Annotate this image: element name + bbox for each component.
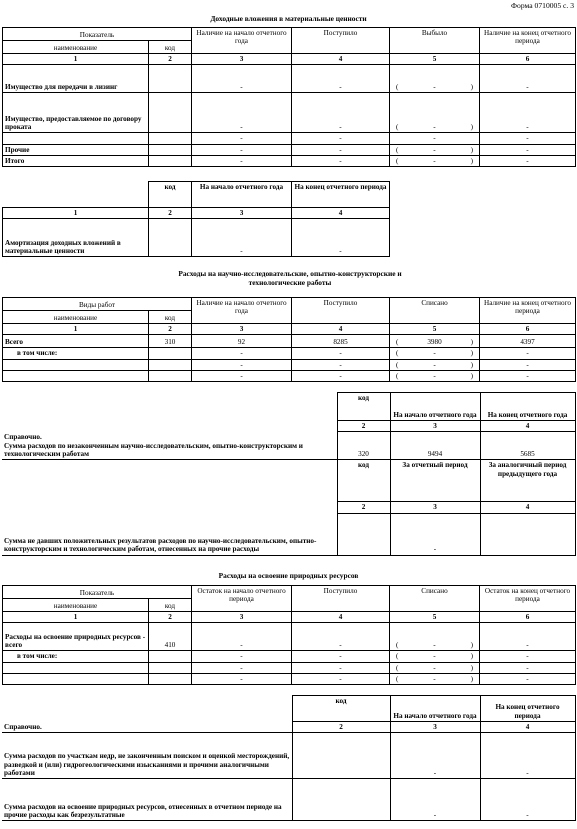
row-value: - xyxy=(292,673,390,684)
row-value: - xyxy=(292,219,390,257)
row-code: 320 xyxy=(337,432,390,460)
row-name: Расходы на освоение природных ресурсов - всего xyxy=(3,623,149,651)
row-name: Амортизация доходных вложений в материальные ценности xyxy=(3,219,149,257)
row-value: - xyxy=(292,348,390,359)
row-value: - xyxy=(292,370,390,381)
col-code: код xyxy=(149,311,192,324)
row-name xyxy=(3,359,149,370)
num-3: 3 xyxy=(192,612,292,623)
row-code xyxy=(149,673,192,684)
section1-table xyxy=(2,27,576,167)
col-name: наименование xyxy=(3,41,149,54)
row-value: - xyxy=(292,623,390,651)
row-value: - xyxy=(480,155,576,166)
row-code xyxy=(149,370,192,381)
row-value: ( - ) xyxy=(390,144,480,155)
row-name: Прочие xyxy=(3,144,149,155)
col-name: наименование xyxy=(3,599,149,612)
row-code xyxy=(149,651,192,662)
row-value: ( - ) xyxy=(390,65,480,93)
col-start: Наличие на начало отчетного года xyxy=(192,28,292,54)
row-value: ( - ) xyxy=(390,93,480,133)
row-code xyxy=(149,93,192,133)
num-2: 2 xyxy=(292,722,390,733)
row-value: - xyxy=(192,348,292,359)
row-value: - xyxy=(480,623,576,651)
col-start: Наличие на начало отчетного года xyxy=(192,298,292,324)
row-name: Имущество для передачи в лизинг xyxy=(3,65,149,93)
row-value: ( - ) xyxy=(390,662,480,673)
reference-text xyxy=(2,393,337,460)
num-4: 4 xyxy=(480,421,575,432)
num-1: 1 xyxy=(3,208,149,219)
num-4: 4 xyxy=(292,208,390,219)
num-4: 4 xyxy=(292,324,390,335)
num-4: 4 xyxy=(292,54,390,65)
col-indicator: Показатель xyxy=(3,586,192,599)
row-code xyxy=(149,65,192,93)
row-value: ( - ) xyxy=(390,348,480,359)
row-value: ( - ) xyxy=(390,359,480,370)
num-2: 2 xyxy=(149,208,192,219)
row-value: 4397 xyxy=(480,335,576,348)
section1-amortization-table xyxy=(2,181,390,257)
row-value: - xyxy=(192,219,292,257)
row-value: - xyxy=(192,623,292,651)
col-current: За отчетный период xyxy=(390,460,480,502)
row-value: ( - ) xyxy=(390,155,480,166)
row-value: - xyxy=(192,144,292,155)
row-value: - xyxy=(480,662,576,673)
row-value: - xyxy=(292,93,390,133)
num-2: 2 xyxy=(149,324,192,335)
row-code xyxy=(149,144,192,155)
row-value: ( - ) xyxy=(390,623,480,651)
num-3: 3 xyxy=(390,502,480,513)
reference-title: Справочно. xyxy=(4,433,42,442)
section2-reference-table xyxy=(2,392,576,556)
row-name xyxy=(3,673,149,684)
row-value: - xyxy=(390,733,480,779)
row-value: - xyxy=(480,65,576,93)
num-3: 3 xyxy=(192,54,292,65)
row-value: - xyxy=(480,733,575,779)
row-code xyxy=(149,133,192,144)
reference-desc: Сумма расходов на освоение природных ресурсов, отнесенных в отчетном периоде на прочие расходы как безрезультатные xyxy=(2,779,292,821)
col-code: код xyxy=(149,41,192,54)
num-6: 6 xyxy=(480,612,576,623)
row-value: - xyxy=(292,359,390,370)
blank xyxy=(3,182,149,208)
row-value: - xyxy=(390,133,480,144)
row-name: Имущество, предоставляемое по договору проката xyxy=(3,93,149,133)
col-code: код xyxy=(149,599,192,612)
col-code: код xyxy=(292,696,390,722)
row-name xyxy=(3,370,149,381)
reference-desc: Сумма расходов по незаконченным научно-исследовательским, опытно-конструкторским и технологическим работам xyxy=(4,441,303,458)
col-end: На конец отчетного года xyxy=(480,393,575,421)
row-value: - xyxy=(192,370,292,381)
row-value: - xyxy=(480,370,576,381)
num-1: 1 xyxy=(3,324,149,335)
row-value: 9494 xyxy=(390,432,480,460)
row-code xyxy=(149,359,192,370)
row-value: ( - ) xyxy=(390,651,480,662)
row-value: - xyxy=(192,359,292,370)
num-4: 4 xyxy=(480,722,575,733)
row-value: - xyxy=(390,779,480,821)
row-value: 92 xyxy=(192,335,292,348)
row-code xyxy=(292,733,390,779)
row-value: - xyxy=(192,673,292,684)
col-in: Поступило xyxy=(292,586,390,612)
num-6: 6 xyxy=(480,54,576,65)
row-code xyxy=(149,219,192,257)
row-value xyxy=(480,513,575,555)
col-start: На начало отчетного года xyxy=(390,393,480,421)
row-value: - xyxy=(480,779,575,821)
col-code: код xyxy=(337,393,390,421)
row-value: - xyxy=(480,348,576,359)
row-name: в том числе: xyxy=(3,348,149,359)
row-value: - xyxy=(292,144,390,155)
col-indicator: Показатель xyxy=(3,28,192,41)
col-previous: За аналогичный период предыдущего года xyxy=(480,460,575,502)
num-2: 2 xyxy=(149,612,192,623)
row-code xyxy=(149,348,192,359)
col-in: Поступило xyxy=(292,28,390,54)
row-value: - xyxy=(480,673,576,684)
section3-reference-table xyxy=(2,695,576,821)
row-value: - xyxy=(292,155,390,166)
row-value: - xyxy=(480,144,576,155)
row-value: ( 3980 ) xyxy=(390,335,480,348)
row-name: в том числе: xyxy=(3,651,149,662)
section1-title: Доходные вложения в материальные ценности xyxy=(210,14,367,23)
row-value: - xyxy=(192,93,292,133)
col-out: Списано xyxy=(390,298,480,324)
reference-desc: Сумма не давших положительных результатов расходов по научно-исследовательским, опытно-конструкторским и технологическим работам, отнесенных на прочие расходы xyxy=(2,460,337,555)
row-value: - xyxy=(480,133,576,144)
row-value: - xyxy=(192,651,292,662)
num-2: 2 xyxy=(337,421,390,432)
reference-title: Справочно. xyxy=(2,696,292,733)
row-code xyxy=(149,155,192,166)
num-2: 2 xyxy=(337,502,390,513)
num-4: 4 xyxy=(292,612,390,623)
section3-table xyxy=(2,585,576,685)
section3-title: Расходы на освоение природных ресурсов xyxy=(218,571,359,580)
row-value: - xyxy=(192,133,292,144)
row-value: ( - ) xyxy=(390,673,480,684)
col-end: На конец отчетного периода xyxy=(292,182,390,208)
num-3: 3 xyxy=(390,722,480,733)
col-out: Выбыло xyxy=(390,28,480,54)
num-1: 1 xyxy=(3,54,149,65)
row-value: - xyxy=(390,513,480,555)
col-in: Поступило xyxy=(292,298,390,324)
row-value: - xyxy=(192,65,292,93)
row-name xyxy=(3,133,149,144)
row-value: - xyxy=(480,651,576,662)
row-value: - xyxy=(480,359,576,370)
num-3: 3 xyxy=(192,324,292,335)
row-code xyxy=(337,513,390,555)
col-start: На начало отчетного года xyxy=(192,182,292,208)
col-out: Списано xyxy=(390,586,480,612)
num-5: 5 xyxy=(390,54,480,65)
row-code xyxy=(292,779,390,821)
row-value: ( - ) xyxy=(390,370,480,381)
row-value: - xyxy=(292,651,390,662)
row-value: - xyxy=(192,662,292,673)
col-code: код xyxy=(337,460,390,502)
num-1: 1 xyxy=(3,612,149,623)
row-name xyxy=(3,662,149,673)
row-name: Итого xyxy=(3,155,149,166)
row-code: 410 xyxy=(149,623,192,651)
row-value: - xyxy=(480,93,576,133)
col-end: Наличие на конец отчетного периода xyxy=(480,298,576,324)
num-3: 3 xyxy=(390,421,480,432)
row-value: 8285 xyxy=(292,335,390,348)
row-name: Всего xyxy=(3,335,149,348)
num-3: 3 xyxy=(192,208,292,219)
row-code xyxy=(149,662,192,673)
num-2: 2 xyxy=(149,54,192,65)
num-4: 4 xyxy=(480,502,575,513)
col-kind: Виды работ xyxy=(3,298,192,311)
col-name: наименование xyxy=(3,311,149,324)
form-code: Форма 0710005 с. 3 xyxy=(511,1,574,10)
col-end: Наличие на конец отчетного периода xyxy=(480,28,576,54)
num-5: 5 xyxy=(390,324,480,335)
col-end: На конец отчетного периода xyxy=(480,696,575,722)
row-value: - xyxy=(192,155,292,166)
col-end: Остаток на конец отчетного периода xyxy=(480,586,576,612)
num-5: 5 xyxy=(390,612,480,623)
col-start: Остаток на начало отчетного периода xyxy=(192,586,292,612)
section2-title: Расходы на научно-исследовательские, опытно-конструкторские и технологические работы xyxy=(178,269,402,287)
row-value: 5685 xyxy=(480,432,575,460)
col-code: код xyxy=(149,182,192,208)
num-6: 6 xyxy=(480,324,576,335)
section2-table xyxy=(2,297,576,382)
row-code: 310 xyxy=(149,335,192,348)
col-start: На начало отчетного года xyxy=(390,696,480,722)
reference-desc: Сумма расходов по участкам недр, не законченным поиском и оценкой месторождений, разведкой и (или) гидрогеологическими изысканиями и прочими аналогичными работами xyxy=(2,733,292,779)
row-value: - xyxy=(292,133,390,144)
row-value: - xyxy=(292,662,390,673)
row-value: - xyxy=(292,65,390,93)
